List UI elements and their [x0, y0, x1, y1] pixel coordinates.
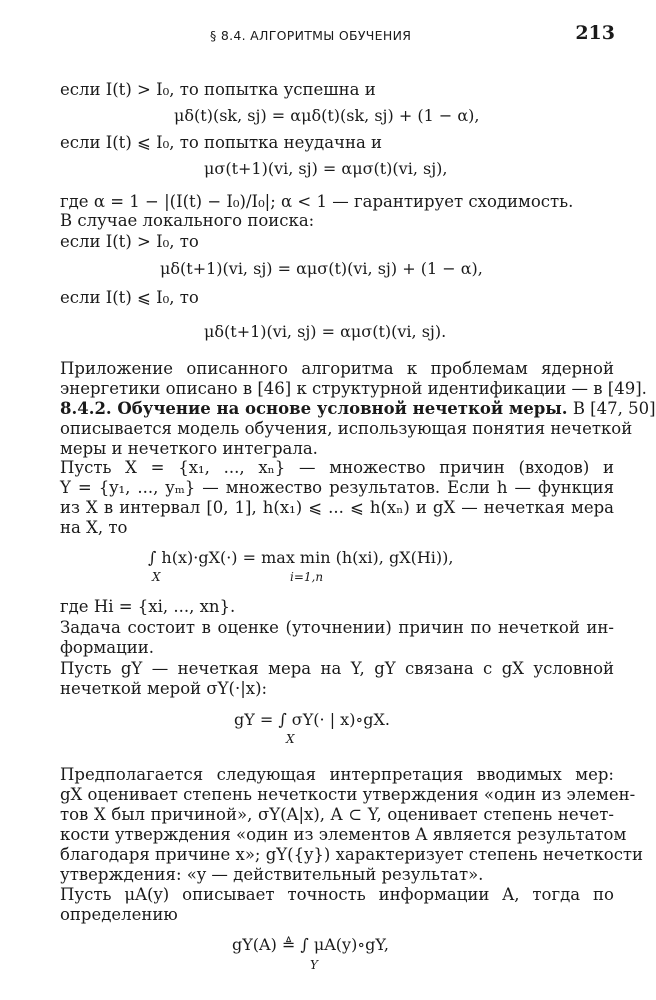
paragraph-line: gX оценивает степень нечеткости утверждения «один из элемен- [60, 785, 636, 804]
text-line: если I(t) ⩽ I₀, то попытка неудачна и [60, 133, 383, 152]
paragraph-line: из X в интервал [0, 1], h(x₁) ⩽ ... ⩽ h(xₙ) и gX — нечеткая мера [60, 498, 614, 517]
formula-4: μδ(t+1)(vi, sj) = αμσ(t)(vi, sj). [204, 322, 447, 341]
text-line: где α = 1 − |(I(t) − I₀)/I₀|; α < 1 — гарантирует сходимость. [60, 192, 574, 211]
paragraph-line: утверждения: «y — действительный результат». [60, 865, 484, 884]
paragraph-line: благодаря причине x»; gY({y}) характеризует степень нечеткости [60, 845, 644, 864]
paragraph-line: тов X был причиной», σY(A|x), A ⊂ Y, оценивает степень нечет- [60, 805, 614, 824]
paragraph-line: Y = {y₁, ..., yₘ} — множество результатов. Если h — функция [60, 478, 614, 497]
page-header [60, 22, 615, 52]
paragraph-line: Пусть X = {x₁, ..., xₙ} — множество причин (входов) и [60, 458, 614, 477]
formula-2: μσ(t+1)(vi, sj) = αμσ(t)(vi, sj), [204, 159, 448, 178]
paragraph-line: на X, то [60, 518, 128, 537]
paragraph-line: Предполагается следующая интерпретация вводимых мер: [60, 765, 614, 784]
paragraph-line: определению [60, 905, 178, 924]
max-subscript: i=1,n [290, 570, 324, 584]
text-line: если I(t) > I₀, то [60, 232, 199, 251]
paragraph-line: энергетики описано в [46] к структурной идентификации — в [49]. [60, 379, 647, 398]
page-number: 213 [575, 22, 615, 44]
text-line: В случае локального поиска: [60, 211, 315, 230]
paragraph-line: Пусть gY — нечеткая мера на Y, gY связана с gX условной [60, 659, 614, 678]
paragraph-line: кости утверждения «один из элементов A является результатом [60, 825, 627, 844]
paragraph-line: Приложение описанного алгоритма к проблемам ядерной [60, 359, 614, 378]
section-heading: 8.4.2. Обучение на основе условной нечеткой меры. [60, 399, 568, 418]
formula-7: gY(A) ≜ ∫ μA(y)∘gY, [232, 935, 389, 954]
paragraph-line: где Hi = {xi, ..., xn}. [60, 597, 236, 616]
text-line: если I(t) ⩽ I₀, то [60, 288, 199, 307]
citation-text: В [47, 50] [572, 399, 656, 418]
formula-1: μδ(t)(sk, sj) = αμδ(t)(sk, sj) + (1 − α), [174, 106, 480, 125]
paragraph-line: описывается модель обучения, использующая понятия нечеткой [60, 419, 633, 438]
paragraph-line: Пусть μA(y) описывает точность информации A, тогда по [60, 885, 614, 904]
formula-5: ∫ h(x)·gX(·) = max min (h(xi), gX(Hi)), [148, 548, 454, 567]
integral-subscript: Y [310, 958, 318, 972]
paragraph-line: меры и нечеткого интеграла. [60, 439, 318, 458]
formula-6: gY = ∫ σY(· | x)∘gX. [234, 710, 391, 729]
running-title: § 8.4. АЛГОРИТМЫ ОБУЧЕНИЯ [210, 28, 412, 43]
integral-subscript: X [152, 570, 161, 584]
section-heading-line [60, 399, 656, 419]
formula-3: μδ(t+1)(vi, sj) = αμσ(t)(vi, sj) + (1 − α), [160, 259, 483, 278]
text-line: если I(t) > I₀, то попытка успешна и [60, 80, 376, 99]
integral-subscript: X [286, 732, 295, 746]
paragraph-line: нечеткой мерой σY(·|x): [60, 679, 268, 698]
paragraph-line: формации. [60, 638, 154, 657]
paragraph-line: Задача состоит в оценке (уточнении) причин по нечеткой ин- [60, 618, 614, 637]
